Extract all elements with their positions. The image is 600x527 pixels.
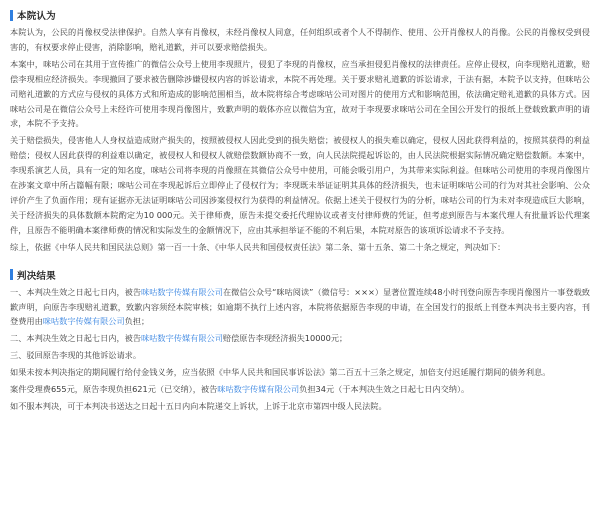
section-header-court-opinion [10,5,590,25]
section-marker [10,269,13,280]
interest-note: 如果未按本判决指定的期间履行给付金钱义务，应当依照《中华人民共和国民事诉讼法》第二百五十三条之规定，加倍支付迟延履行期间的债务利息。 [10,367,551,378]
section-title: 判决结果 [17,270,56,282]
company-link[interactable]: 咪咕数字传媒有限公司 [42,316,125,327]
appeal-paragraph: 如不服本判决，可于本判决书送达之日起十五日内向本院递交上诉状，上诉于北京市第四中级人民法院。 [10,400,387,411]
section-marker [10,10,13,21]
opinion-paragraph-3: 关于赔偿损失，侵害他人人身权益造成财产损失的，按照被侵权人因此受到的损失赔偿；被侵权人的损失难以确定，侵权人因此获得利益的，按照其获得的利益赔偿；侵权人因此获得的利益难以确定，被侵权人和侵权人就赔偿数额协商不一致，向人民法院提起诉讼的，由人民法院根据实际情况确定赔偿数额。本案中，李现系演艺人员，具有一定的知名度，咪咕公司将李现的肖像照在其微信公众号中使用，可能会吸引用户，为其带来实际利益。但咪咕公司使用的李现肖像图片在涉案文章中所占篇幅有限；咪咕公司在李现起诉后立即停止了侵权行为；李现既未举证证明其具体的经济损失，也未证明咪咕公司的行为对其社会影响、公众评价产生了负面作用；现有证据亦无法证明咪咕公司因涉案侵权行为获得的利益情况。依据上述关于侵权行为的分析，咪咕公司的行为未对李现造成巨大影响，关于经济损失的具体数额本院酌定为10 000元。关于律师费，原告未提交委托代理协议或者支付律师费的凭证，但考虑到原告与本案代理人有批量诉讼代理案件，且原告不能明确本案律师费的情况和实际发生的金额情况下，应由其承担举证不能的不利后果，本院对原告的该项诉讼请求不予支持。 [10,135,590,235]
judgment-item-2 [10,331,590,346]
section-header-judgment [10,265,590,285]
section-spacer [10,257,590,265]
fee-prefix: 案件受理费655元，原告李现负担621元（已交纳），被告 [10,384,218,395]
company-link[interactable]: 咪咕数字传媒有限公司 [217,384,300,395]
judgment-item-1 [10,285,590,330]
item2-prefix: 二、本判决生效之日起七日内，被告 [10,333,142,344]
opinion-paragraph-1: 本院认为，公民的肖像权受法律保护。自然人享有肖像权，未经肖像权人同意，任何组织或者个人不得制作、使用、公开肖像权人的肖像。公民的肖像权受到侵害的，有权要求停止侵害，消除影响，赔礼道歉，并可以要求赔偿损失。 [10,27,590,52]
item1-suffix: 负担； [124,316,150,327]
company-link[interactable]: 咪咕数字传媒有限公司 [141,286,223,297]
company-link[interactable]: 咪咕数字传媒有限公司 [141,333,223,344]
item2-suffix: 赔偿原告李现经济损失10000元； [222,333,348,344]
fee-paragraph [10,382,590,397]
item1-prefix: 一、本判决生效之日起七日内，被告 [10,286,142,297]
fee-suffix: 负担34元（于本判决生效之日起七日内交纳）。 [299,384,470,395]
opinion-paragraph-4: 综上，依据《中华人民共和国民法总则》第一百一十条、《中华人民共和国侵权责任法》第二条、第十五条、第二十条之规定，判决如下： [10,241,506,252]
item1-middle: 在微信公众号“咪咕阅读”（微信号：×××）显著位置连续48小时刊登向原告李现肖像图片一事登载致歉声明，向原告李现赔礼道歉，致歉内容须经本院审核；如逾期不执行上述内容，本院将依据原告李现的申请，在全国发行的报纸上刊登本判决书主要内容，刊登费用由 [10,286,590,327]
opinion-paragraph-2: 本案中，咪咕公司在其用于宣传推广的微信公众号上使用李现照片，侵犯了李现的肖像权，应当承担侵犯肖像权的法律责任。应停止侵权，向李现赔礼道歉，赔偿李现相应经济损失。李现撤回了要求被告删除涉嫌侵权内容的诉讼请求，本院不再处理。关于要求赔礼道歉的诉讼请求，于法有据，本院予以支持，但咪咕公司赔礼道歉的方式应与侵权的具体方式和所造成的影响范围相当，故本院将综合考虑咪咕公司对图片的使用方式和影响范围，依法确定赔礼道歉的具体方式。因咪咕公司是在微信公众号上未经许可使用李现肖像图片，致歉声明的载体亦应以微信为宜，故对于李现要求咪咕公司在全国公开发行的报纸上登载致歉声明的请求，本院不予支持。 [10,58,590,129]
section-title: 本院认为 [17,11,56,22]
judgment-item-3: 三、驳回原告李现的其他诉讼请求。 [10,350,142,361]
